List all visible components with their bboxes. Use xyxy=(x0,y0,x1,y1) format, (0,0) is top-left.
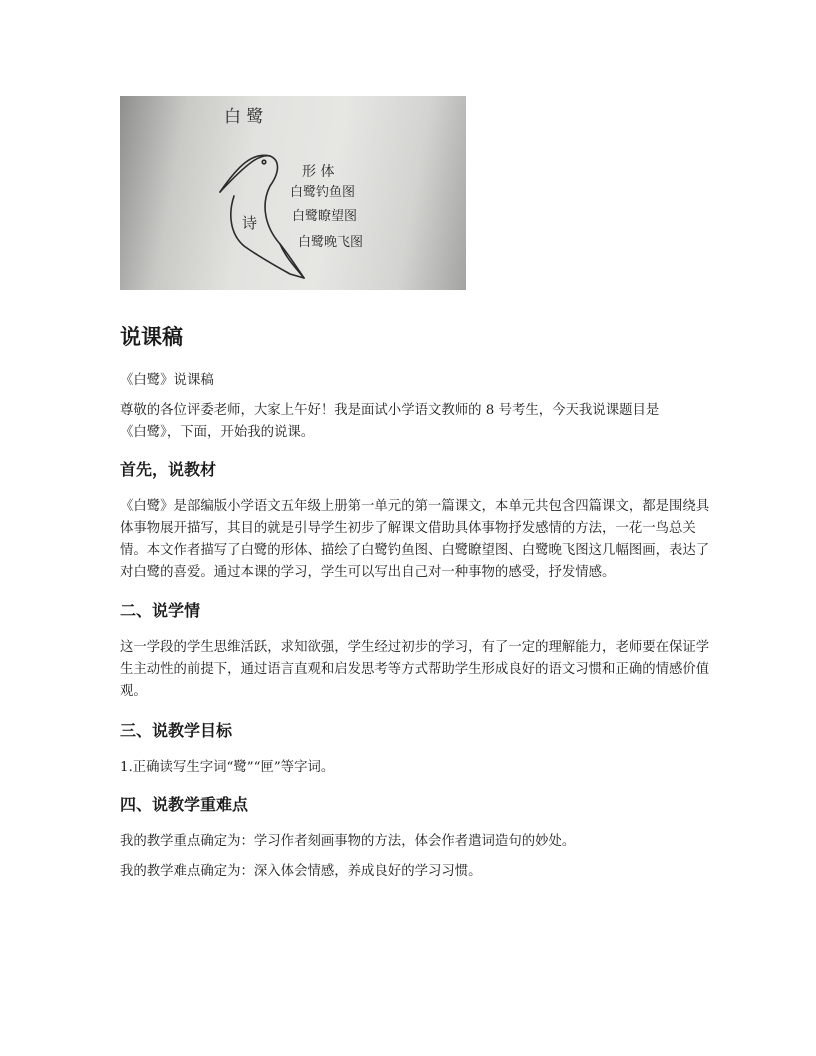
intro-paragraph: 尊敬的各位评委老师，大家上午好！我是面试小学语文教师的 8 号考生，今天我说课题目是《白鹭》，下面，开始我的说课。 xyxy=(120,403,660,440)
document-page xyxy=(120,96,710,883)
section-paragraph-textbook: 《白鹭》是部编版小学语文五年级上册第一单元的第一篇课文，本单元共包含四篇课文，都是围绕具体事物展开描写，其目的就是引导学生初步了解课文借助具体事物抒发感情的方法，一花一鸟总关情。本文作者描写了白鹭的形体、描绘了白鹭钓鱼图、白鹭瞭望图、白鹭晚飞图这几幅图画，表达了对白鹭的喜爱。通过本课的学习，学生可以写出自己对一种事物的感受，抒发情感。 xyxy=(120,499,710,580)
egret-sketch-illustration xyxy=(120,96,466,290)
photo-line-2: 白鹭钓鱼图 xyxy=(290,185,356,200)
section-paragraph-objectives: 1.正确读写生字词“鹭”“匣”等字词。 xyxy=(120,760,335,775)
photo-line-1: 形 体 xyxy=(302,164,335,180)
photo-line-4: 白鹭晚飞图 xyxy=(298,235,364,250)
section-heading-objectives: 三、说教学目标 xyxy=(120,721,233,740)
section-heading-students: 二、说学情 xyxy=(120,601,201,620)
section-heading-textbook: 首先，说教材 xyxy=(120,460,217,479)
photo-line-3: 白鹭瞭望图 xyxy=(292,209,358,224)
doc-title: 说课稿 xyxy=(120,325,183,349)
section-paragraph-key-point: 我的教学重点确定为：学习作者刻画事物的方法，体会作者遣词造句的妙处。 xyxy=(120,834,576,849)
handwritten-note-photo xyxy=(120,96,466,290)
photo-title-text: 白 鹭 xyxy=(224,107,264,127)
section-heading-key-points: 四、说教学重难点 xyxy=(120,795,249,814)
doc-subtitle: 《白鹭》说课稿 xyxy=(120,373,214,388)
section-paragraph-difficult-point: 我的教学难点确定为：深入体会情感，养成良好的学习习惯。 xyxy=(120,864,482,879)
section-paragraph-students: 这一学段的学生思维活跃，求知欲强，学生经过初步的学习，有了一定的理解能力，老师要在保证学生主动性的前提下，通过语言直观和启发思考等方式帮助学生形成良好的语文习惯和正确的情感价值观。 xyxy=(120,640,710,699)
bird-label-text: 诗 xyxy=(242,214,258,232)
